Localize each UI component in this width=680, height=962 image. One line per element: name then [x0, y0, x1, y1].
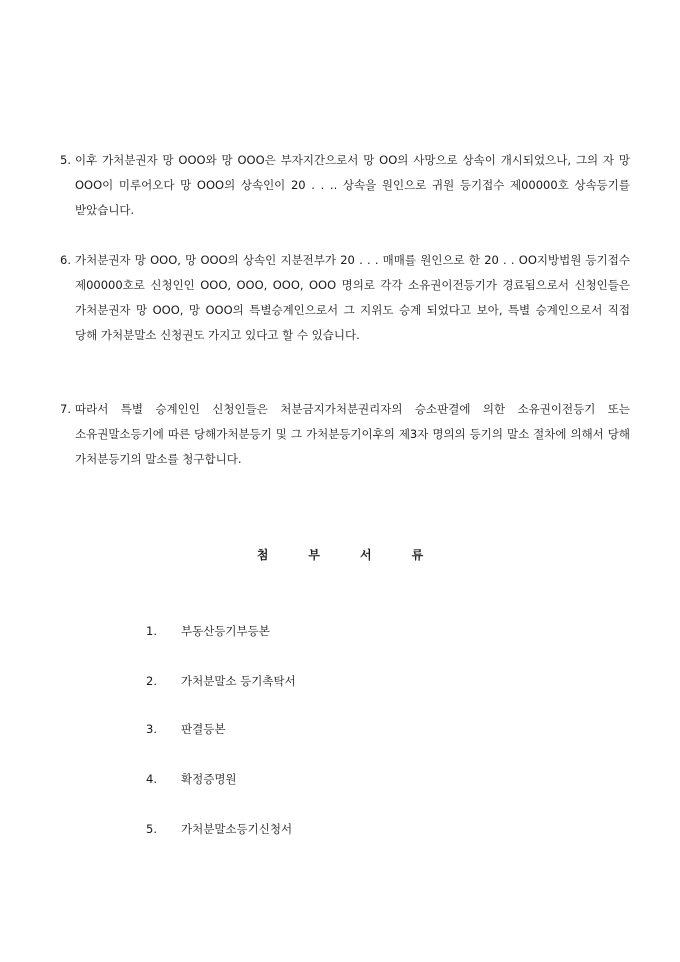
paragraph-number: 7.: [60, 402, 71, 416]
paragraph-text: 가처분권자 망 OOO, 망 OOO의 상속인 지분전부가 20 . . . 매매를 원인으로 한 20 . . OO지방법원 등기접수 제00000호로 신청인인 OOO, OOO, OOO, OOO 명의로 각각 소유권이전등기가 경료됨으로서 신청인들은 가처분권자 망 OOO, 망 OOO의 특별승계인으로서 그 지위도 승계 되었다고 보아, 특별 승계인으로서 직접 당해 가처분말소 신청권도 가지고 있다고 할 수 있습니다.: [75, 253, 630, 342]
attachment-number: 3.: [146, 722, 157, 736]
paragraph-text: 따라서 특별 승계인인 신청인들은 처분금지가처분권리자의 승소판결에 의한 소유권이전등기 또는 소유권말소등기에 따른 당해가처분등기 및 그 가처분등기이후의 제3자 명의의 등기의 말소 절차에 의해서 당해 가처분등기의 말소를 청구합니다.: [75, 402, 630, 466]
attachment-item: [146, 622, 270, 640]
attachment-item: [146, 672, 296, 690]
attachment-number: 1.: [146, 624, 157, 638]
paragraph-text: 이후 가처분권자 망 OOO와 망 OOO은 부자지간으로서 망 OO의 사망으로 상속이 개시되었으나, 그의 자 망 OOO이 미루어오다 망 OOO의 상속인이 20 . . .. 상속을 원인으로 귀원 등기접수 제00000호 상속등기를 받았습니다.: [75, 153, 630, 217]
attachments-heading: 첨부서류: [256, 548, 464, 562]
paragraph-number: 6.: [60, 253, 71, 267]
paragraph-6: [60, 248, 630, 348]
attachment-number: 4.: [146, 772, 157, 786]
attachment-item: [146, 820, 292, 838]
attachment-item: [146, 720, 225, 738]
attachment-number: 2.: [146, 674, 157, 688]
paragraph-5: [60, 148, 630, 223]
paragraph-7: [60, 397, 630, 472]
attachment-label: 부동산등기부등본: [181, 624, 270, 638]
attachment-label: 가처분말소 등기촉탁서: [181, 674, 296, 688]
attachment-label: 가처분말소등기신청서: [181, 822, 293, 836]
paragraph-number: 5.: [60, 153, 71, 167]
attachment-label: 판결등본: [181, 722, 226, 736]
attachment-label: 확정증명원: [181, 772, 237, 786]
attachment-number: 5.: [146, 822, 157, 836]
attachment-item: [146, 770, 237, 788]
